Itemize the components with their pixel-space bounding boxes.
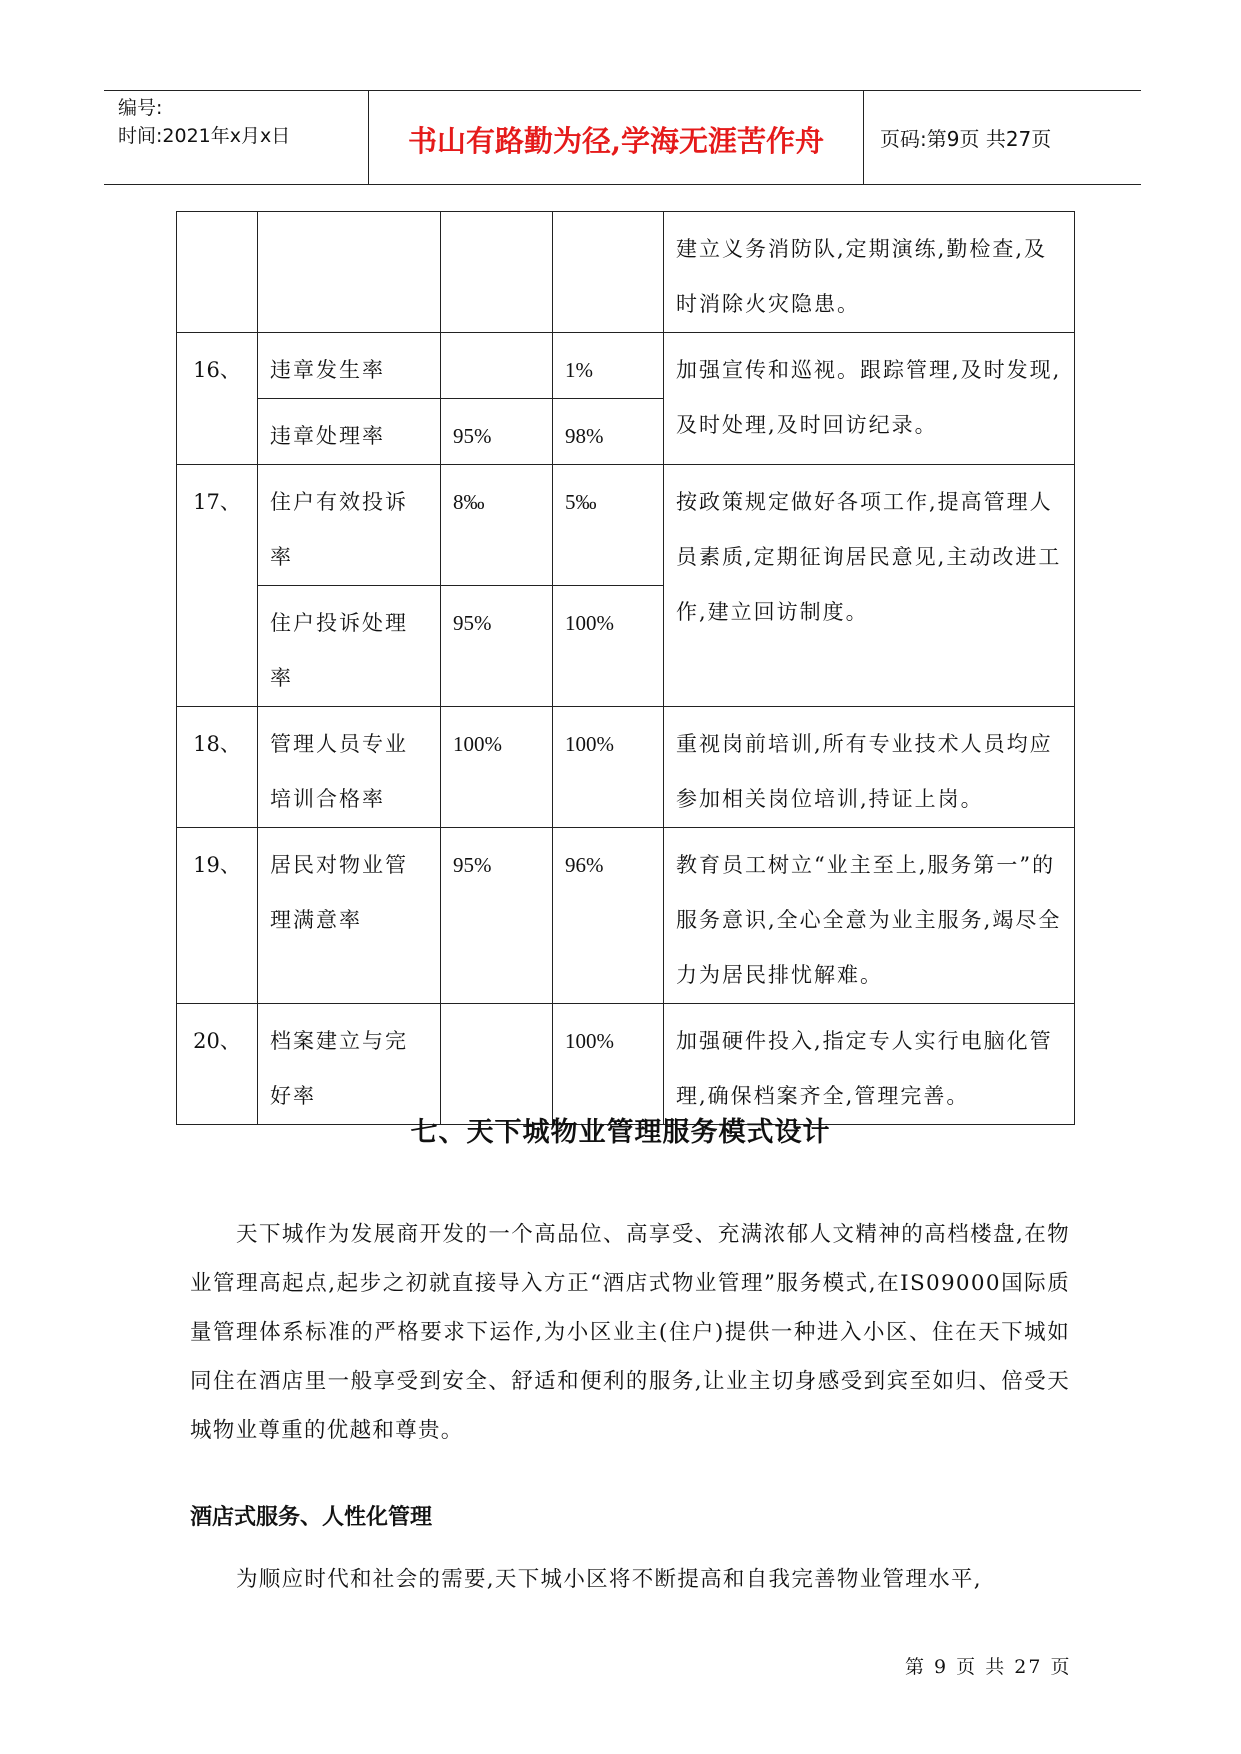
page-header <box>104 90 1141 185</box>
table-cell-no: 17、 <box>177 465 258 707</box>
section-title: 七、天下城物业管理服务模式设计 <box>410 1117 831 1148</box>
table-cell-target <box>553 212 664 333</box>
body-paragraph: 为顺应时代和社会的需要,天下城小区将不断提高和自我完善物业管理水平, <box>236 1567 982 1592</box>
body-paragraph: 天下城作为发展商开发的一个高品位、高享受、充满浓郁人文精神的高档楼盘,在物业管理高起点,起步之初就直接导入方正“酒店式物业管理”服务模式,在IS09000国际质量管理体系标准的严格要求下运作,为小区业主(住户)提供一种进入小区、住在天下城如同住在酒店里一般享受到安全、舒适和便利的服务,让业主切身感受到宾至如归、倍受天城物业尊重的优越和尊贵。 <box>190 1222 1070 1443</box>
table-cell-no: 19、 <box>177 828 258 1004</box>
table-cell-current: 95% <box>441 586 553 707</box>
table-cell-item: 管理人员专业培训合格率 <box>258 707 441 828</box>
kpi-table <box>176 211 1075 1125</box>
header-page-number: 页码:第9页 共27页 <box>880 127 1052 151</box>
table-cell-measure: 加强硬件投入,指定专人实行电脑化管理,确保档案齐全,管理完善。 <box>664 1004 1075 1125</box>
table-cell-measure: 按政策规定做好各项工作,提高管理人员素质,定期征询居民意见,主动改进工作,建立回访制度。 <box>664 465 1075 707</box>
table-cell-item: 违章处理率 <box>258 399 441 465</box>
table-cell-current <box>441 333 553 399</box>
table-cell-target: 100% <box>553 1004 664 1125</box>
table-cell-current <box>441 1004 553 1125</box>
header-motto-cell <box>369 91 864 184</box>
table-cell-no: 18、 <box>177 707 258 828</box>
document-number-label: 编号: <box>118 97 163 119</box>
document-time-label: 时间:2021年x月x日 <box>118 125 291 147</box>
table-cell-target: 96% <box>553 828 664 1004</box>
table-cell-current: 8‰ <box>441 465 553 586</box>
table-cell-no <box>177 212 258 333</box>
table-cell-item: 档案建立与完好率 <box>258 1004 441 1125</box>
table-row <box>177 828 1075 1004</box>
header-page-cell <box>864 91 1141 184</box>
table-row <box>177 212 1075 333</box>
table-cell-target: 100% <box>553 707 664 828</box>
table-cell-item: 住户投诉处理率 <box>258 586 441 707</box>
header-motto: 书山有路勤为径,学海无涯苦作舟 <box>407 124 825 158</box>
table-cell-current: 95% <box>441 399 553 465</box>
table-cell-current <box>441 212 553 333</box>
table-cell-measure: 加强宣传和巡视。跟踪管理,及时发现,及时处理,及时回访纪录。 <box>664 333 1075 465</box>
table-row <box>177 465 1075 586</box>
table-cell-target: 100% <box>553 586 664 707</box>
table-cell-current: 100% <box>441 707 553 828</box>
table-cell-item: 居民对物业管理满意率 <box>258 828 441 1004</box>
table-cell-measure: 重视岗前培训,所有专业技术人员均应参加相关岗位培训,持证上岗。 <box>664 707 1075 828</box>
table-cell-no: 20、 <box>177 1004 258 1125</box>
table-cell-current: 95% <box>441 828 553 1004</box>
page-footer: 第 9 页 共 27 页 <box>905 1656 1072 1678</box>
table-row <box>177 1004 1075 1125</box>
table-cell-measure: 建立义务消防队,定期演练,勤检查,及时消除火灾隐患。 <box>664 212 1075 333</box>
table-row <box>177 707 1075 828</box>
table-row <box>177 333 1075 399</box>
table-cell-item: 住户有效投诉率 <box>258 465 441 586</box>
table-cell-target: 5‰ <box>553 465 664 586</box>
table-cell-target: 98% <box>553 399 664 465</box>
table-cell-measure: 教育员工树立“业主至上,服务第一”的服务意识,全心全意为业主服务,竭尽全力为居民排忧解难。 <box>664 828 1075 1004</box>
table-cell-item <box>258 212 441 333</box>
header-meta-cell <box>104 91 369 184</box>
table-cell-target: 1% <box>553 333 664 399</box>
table-cell-no: 16、 <box>177 333 258 465</box>
table-cell-item: 违章发生率 <box>258 333 441 399</box>
subheading: 酒店式服务、人性化管理 <box>190 1505 433 1530</box>
